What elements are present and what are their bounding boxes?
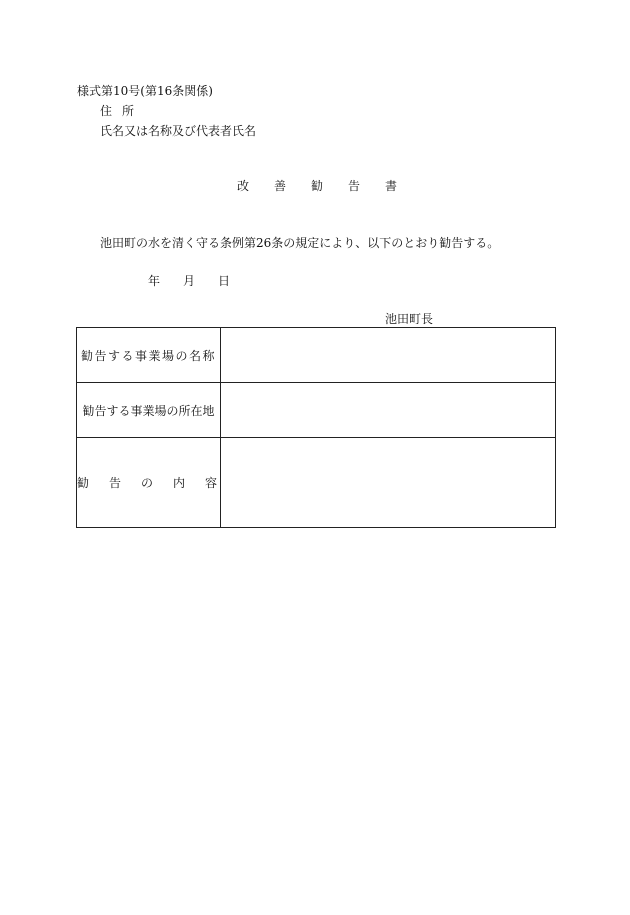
row-label-facility-name: 勧告する事業場の名称 [77, 328, 221, 383]
form-number: 様式第10号(第16条関係) [77, 84, 213, 98]
row-value-facility-name [221, 328, 556, 383]
row-label-facility-location: 勧告する事業場の所在地 [77, 383, 221, 438]
address-label: 住所 [100, 104, 145, 118]
issuer: 池田町長 [385, 312, 434, 326]
row-value-facility-location [221, 383, 556, 438]
row-value-recommendation-content [221, 438, 556, 528]
document-title: 改善勧告書 [237, 179, 423, 193]
table-row [77, 438, 556, 528]
table-row [77, 383, 556, 438]
name-label: 氏名又は名称及び代表者氏名 [100, 124, 257, 138]
table-row [77, 328, 556, 383]
row-label-recommendation-content: 勧告の内容 [77, 438, 221, 528]
body-text: 池田町の水を清く守る条例第26条の規定により、以下のとおり勧告する。 [100, 236, 500, 250]
recommendation-table [76, 327, 556, 528]
date-line: 年月日 [148, 274, 254, 288]
